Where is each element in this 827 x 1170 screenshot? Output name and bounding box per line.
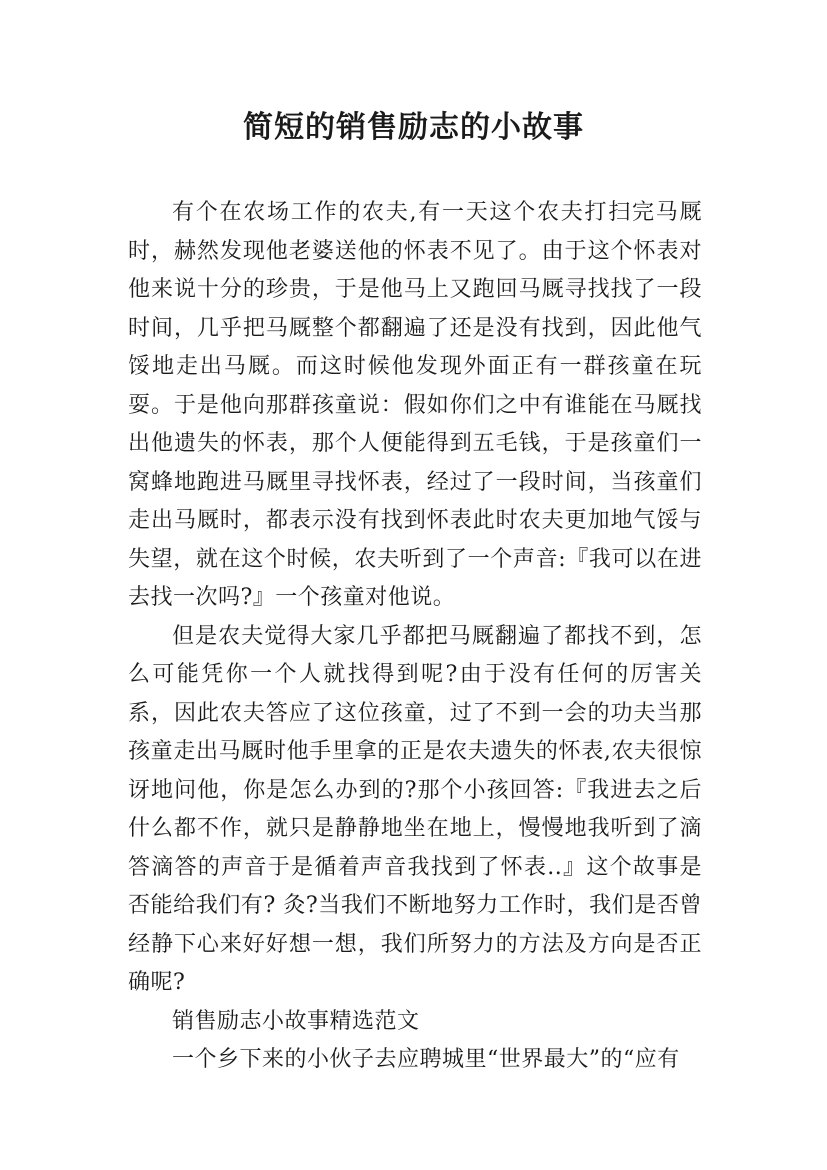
paragraph-1: 有个在农场工作的农夫,有一天这个农夫打扫完马厩时，赫然发现他老婆送他的怀表不见了。由于这个怀表对他来说十分的珍贵，于是他马上又跑回马厩寻找找了一段时间，几乎把马厩整个都翻遍了还是没有找到，因此他气馁地走出马厩。而这时候他发现外面正有一群孩童在玩耍。于是他向那群孩童说：假如你们之中有谁能在马厩找出他遗失的怀表，那个人便能得到五毛钱，于是孩童们一窝蜂地跑进马厩里寻找怀表，经过了一段时间，当孩童们走出马厩时，都表示没有找到怀表此时农夫更加地气馁与失望，就在这个时候，农夫听到了一个声音:『我可以在进去找一次吗?』一个孩童对他说。 xyxy=(128,200,702,610)
document-title: 简短的销售励志的小故事 xyxy=(243,110,584,145)
document-body xyxy=(128,194,702,1080)
section-subheading: 销售励志小故事精选范文 xyxy=(172,1008,420,1034)
paragraph-3: 一个乡下来的小伙子去应聘城里“世界最大”的“应有 xyxy=(172,1047,680,1072)
paragraph-2: 但是农夫觉得大家几乎都把马厩翻遍了都找不到，怎么可能凭你一个人就找得到呢?由于没有任何的厉害关系，因此农夫答应了这位孩童，过了不到一会的功夫当那孩童走出马厩时他手里拿的正是农夫遗失的怀表,农夫很惊讶地问他，你是怎么办到的?那个小孩回答:『我进去之后什么都不作，就只是静静地坐在地上，慢慢地我听到了滴答滴答的声音于是循着声音我找到了怀表..』这个故事是否能给我们有? 灸?当我们不断地努力工作时，我们是否曾经静下心来好好想一想，我们所努力的方法及方向是否正确呢? xyxy=(128,623,702,995)
